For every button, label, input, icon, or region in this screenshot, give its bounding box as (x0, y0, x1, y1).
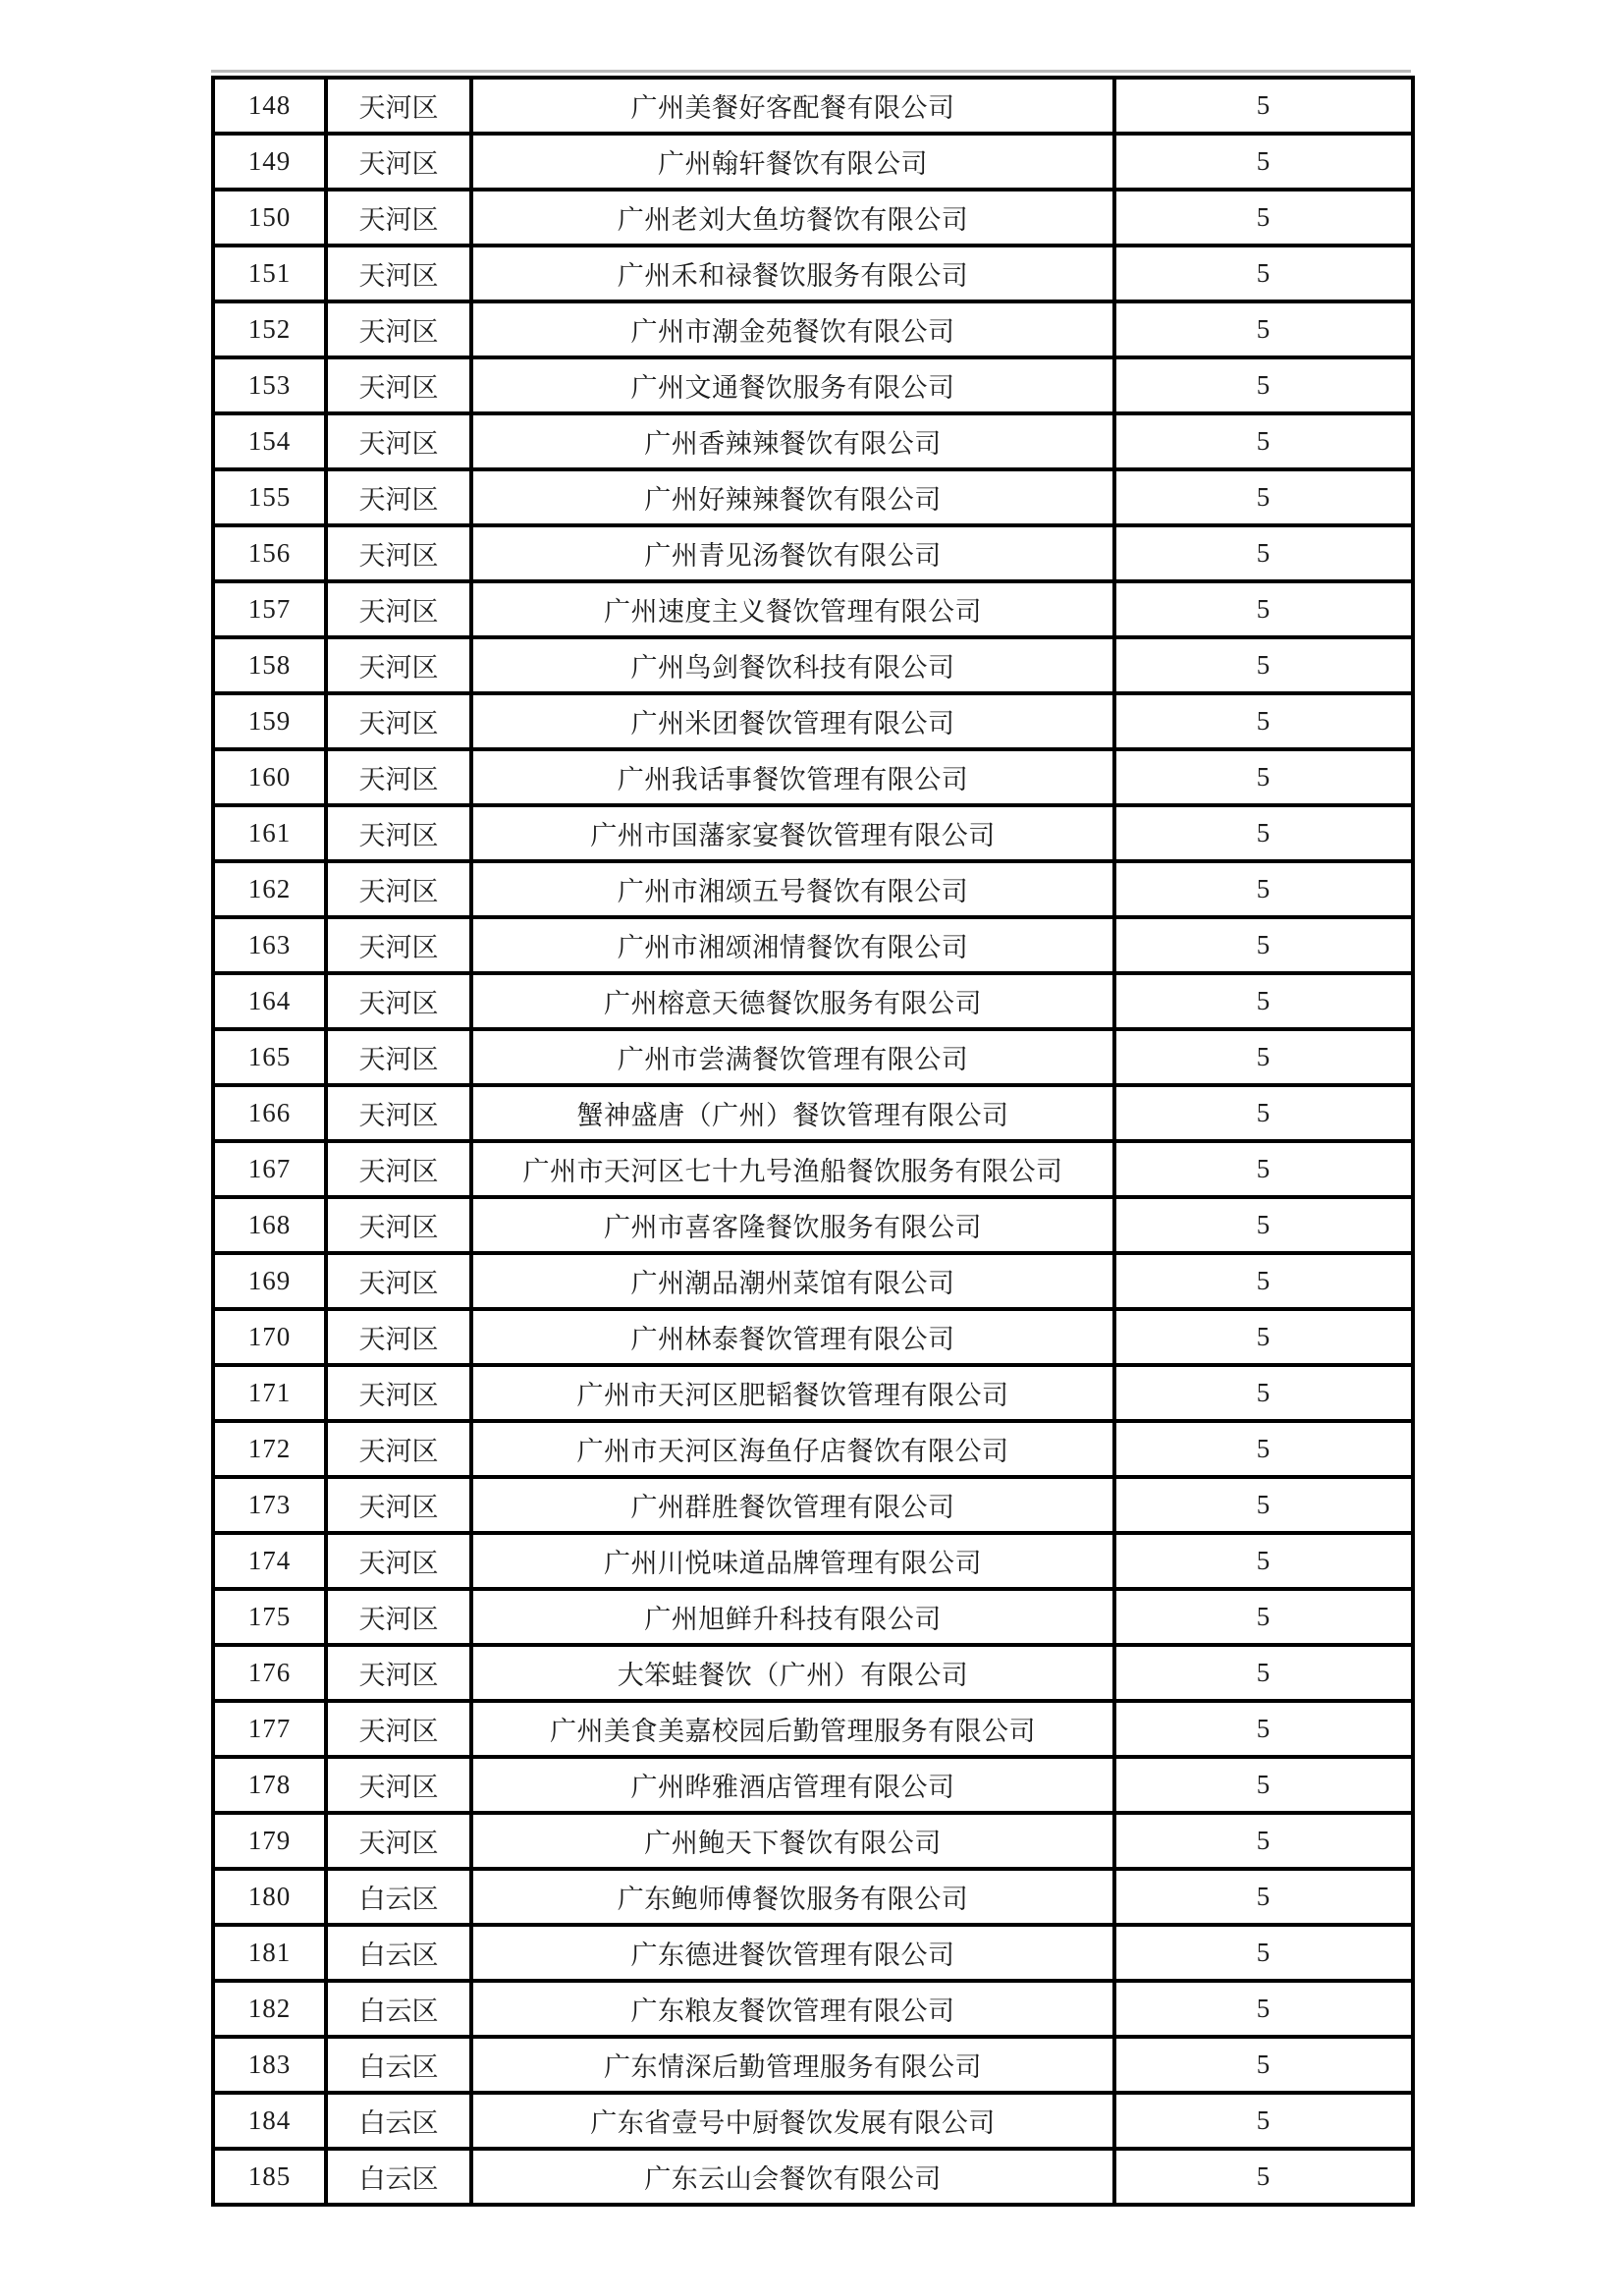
company-name-cell: 广州市湘颂五号餐饮有限公司 (471, 861, 1114, 917)
company-name-cell: 广州翰轩餐饮有限公司 (471, 134, 1114, 190)
district-cell: 天河区 (326, 246, 471, 301)
row-number-cell: 157 (213, 581, 326, 637)
district-cell: 天河区 (326, 525, 471, 581)
district-cell: 天河区 (326, 1309, 471, 1365)
table-row (213, 1813, 1413, 1869)
row-number-cell: 184 (213, 2093, 326, 2149)
company-name-cell: 广州文通餐饮服务有限公司 (471, 357, 1114, 413)
score-cell: 5 (1114, 1253, 1413, 1309)
row-number-cell: 149 (213, 134, 326, 190)
row-number-cell: 161 (213, 805, 326, 861)
row-number-cell: 152 (213, 301, 326, 357)
table-row (213, 1309, 1413, 1365)
score-cell: 5 (1114, 1085, 1413, 1141)
row-number-cell: 162 (213, 861, 326, 917)
row-number-cell: 170 (213, 1309, 326, 1365)
row-number-cell: 181 (213, 1925, 326, 1981)
table-row (213, 917, 1413, 973)
score-cell: 5 (1114, 301, 1413, 357)
table-row (213, 1365, 1413, 1421)
district-cell: 天河区 (326, 861, 471, 917)
score-cell: 5 (1114, 1141, 1413, 1197)
score-cell: 5 (1114, 1701, 1413, 1757)
score-cell: 5 (1114, 1477, 1413, 1533)
row-number-cell: 172 (213, 1421, 326, 1477)
district-cell: 天河区 (326, 637, 471, 693)
district-cell: 天河区 (326, 1757, 471, 1813)
table-row (213, 1477, 1413, 1533)
district-cell: 天河区 (326, 1085, 471, 1141)
score-cell: 5 (1114, 2149, 1413, 2205)
district-cell: 白云区 (326, 2149, 471, 2205)
score-cell: 5 (1114, 861, 1413, 917)
row-number-cell: 163 (213, 917, 326, 973)
table-row (213, 1589, 1413, 1645)
district-cell: 白云区 (326, 1925, 471, 1981)
row-number-cell: 159 (213, 693, 326, 749)
table-row (213, 1421, 1413, 1477)
table-row (213, 693, 1413, 749)
table-row (213, 581, 1413, 637)
company-name-cell: 广州我话事餐饮管理有限公司 (471, 749, 1114, 805)
score-cell: 5 (1114, 973, 1413, 1029)
table-row (213, 1981, 1413, 2037)
table-row (213, 861, 1413, 917)
company-name-cell: 广州香辣辣餐饮有限公司 (471, 413, 1114, 469)
company-name-cell: 广州榕意天德餐饮服务有限公司 (471, 973, 1114, 1029)
district-cell: 天河区 (326, 1813, 471, 1869)
company-name-cell: 广州禾和禄餐饮服务有限公司 (471, 246, 1114, 301)
table-row (213, 973, 1413, 1029)
table-row (213, 134, 1413, 190)
row-number-cell: 158 (213, 637, 326, 693)
district-cell: 天河区 (326, 693, 471, 749)
company-name-cell: 广州晔雅酒店管理有限公司 (471, 1757, 1114, 1813)
company-name-cell: 广州青见汤餐饮有限公司 (471, 525, 1114, 581)
company-name-cell: 大笨蛙餐饮（广州）有限公司 (471, 1645, 1114, 1701)
score-cell: 5 (1114, 2037, 1413, 2093)
table-row (213, 1085, 1413, 1141)
table-row (213, 78, 1413, 134)
district-cell: 天河区 (326, 78, 471, 134)
score-cell: 5 (1114, 1813, 1413, 1869)
company-name-cell: 广东情深后勤管理服务有限公司 (471, 2037, 1114, 2093)
score-cell: 5 (1114, 1869, 1413, 1925)
score-cell: 5 (1114, 469, 1413, 525)
score-cell: 5 (1114, 1533, 1413, 1589)
row-number-cell: 151 (213, 246, 326, 301)
company-name-cell: 广州市天河区海鱼仔店餐饮有限公司 (471, 1421, 1114, 1477)
score-cell: 5 (1114, 525, 1413, 581)
table-row (213, 2093, 1413, 2149)
row-number-cell: 166 (213, 1085, 326, 1141)
company-name-cell: 广州老刘大鱼坊餐饮有限公司 (471, 190, 1114, 246)
district-cell: 天河区 (326, 1253, 471, 1309)
district-cell: 天河区 (326, 134, 471, 190)
district-cell: 天河区 (326, 973, 471, 1029)
company-name-cell: 广州川悦味道品牌管理有限公司 (471, 1533, 1114, 1589)
company-name-cell: 广东省壹号中厨餐饮发展有限公司 (471, 2093, 1114, 2149)
company-name-cell: 蟹神盛唐（广州）餐饮管理有限公司 (471, 1085, 1114, 1141)
district-cell: 白云区 (326, 2093, 471, 2149)
row-number-cell: 168 (213, 1197, 326, 1253)
company-name-cell: 广州速度主义餐饮管理有限公司 (471, 581, 1114, 637)
company-name-cell: 广州市国藩家宴餐饮管理有限公司 (471, 805, 1114, 861)
company-name-cell: 广东德进餐饮管理有限公司 (471, 1925, 1114, 1981)
score-cell: 5 (1114, 134, 1413, 190)
district-cell: 天河区 (326, 749, 471, 805)
table-row (213, 469, 1413, 525)
company-score-table (211, 76, 1415, 2207)
row-number-cell: 183 (213, 2037, 326, 2093)
score-cell: 5 (1114, 1421, 1413, 1477)
company-name-cell: 广州市天河区七十九号渔船餐饮服务有限公司 (471, 1141, 1114, 1197)
row-number-cell: 180 (213, 1869, 326, 1925)
table-row (213, 2149, 1413, 2205)
table-row (213, 1925, 1413, 1981)
row-number-cell: 164 (213, 973, 326, 1029)
score-cell: 5 (1114, 1757, 1413, 1813)
company-name-cell: 广东鲍师傅餐饮服务有限公司 (471, 1869, 1114, 1925)
row-number-cell: 148 (213, 78, 326, 134)
company-name-cell: 广州鲍天下餐饮有限公司 (471, 1813, 1114, 1869)
company-name-cell: 广州市喜客隆餐饮服务有限公司 (471, 1197, 1114, 1253)
row-number-cell: 182 (213, 1981, 326, 2037)
table-row (213, 1533, 1413, 1589)
score-cell: 5 (1114, 1645, 1413, 1701)
score-cell: 5 (1114, 190, 1413, 246)
row-number-cell: 178 (213, 1757, 326, 1813)
district-cell: 白云区 (326, 2037, 471, 2093)
district-cell: 天河区 (326, 1421, 471, 1477)
district-cell: 天河区 (326, 581, 471, 637)
row-number-cell: 175 (213, 1589, 326, 1645)
district-cell: 白云区 (326, 1869, 471, 1925)
company-name-cell: 广州群胜餐饮管理有限公司 (471, 1477, 1114, 1533)
table-row (213, 525, 1413, 581)
score-cell: 5 (1114, 1309, 1413, 1365)
table-row (213, 246, 1413, 301)
row-number-cell: 169 (213, 1253, 326, 1309)
company-name-cell: 广州旭鲜升科技有限公司 (471, 1589, 1114, 1645)
district-cell: 天河区 (326, 1477, 471, 1533)
row-number-cell: 174 (213, 1533, 326, 1589)
score-cell: 5 (1114, 581, 1413, 637)
table-row (213, 1757, 1413, 1813)
row-number-cell: 171 (213, 1365, 326, 1421)
table-row (213, 1645, 1413, 1701)
row-number-cell: 173 (213, 1477, 326, 1533)
table-row (213, 1197, 1413, 1253)
score-cell: 5 (1114, 637, 1413, 693)
table-row (213, 1869, 1413, 1925)
table-row (213, 1141, 1413, 1197)
score-cell: 5 (1114, 1925, 1413, 1981)
company-name-cell: 广州市湘颂湘情餐饮有限公司 (471, 917, 1114, 973)
district-cell: 天河区 (326, 190, 471, 246)
score-cell: 5 (1114, 917, 1413, 973)
company-name-cell: 广州市尝满餐饮管理有限公司 (471, 1029, 1114, 1085)
score-cell: 5 (1114, 1029, 1413, 1085)
row-number-cell: 160 (213, 749, 326, 805)
row-number-cell: 167 (213, 1141, 326, 1197)
page-break-border-remnant (211, 70, 1411, 73)
table-row (213, 357, 1413, 413)
table-row (213, 1701, 1413, 1757)
district-cell: 天河区 (326, 1029, 471, 1085)
score-cell: 5 (1114, 2093, 1413, 2149)
district-cell: 天河区 (326, 1365, 471, 1421)
row-number-cell: 165 (213, 1029, 326, 1085)
score-cell: 5 (1114, 1365, 1413, 1421)
district-cell: 天河区 (326, 1589, 471, 1645)
table-row (213, 805, 1413, 861)
company-name-cell: 广州米团餐饮管理有限公司 (471, 693, 1114, 749)
table-row (213, 637, 1413, 693)
table-row (213, 2037, 1413, 2093)
row-number-cell: 155 (213, 469, 326, 525)
score-cell: 5 (1114, 693, 1413, 749)
row-number-cell: 150 (213, 190, 326, 246)
district-cell: 天河区 (326, 1533, 471, 1589)
table-row (213, 413, 1413, 469)
district-cell: 天河区 (326, 917, 471, 973)
district-cell: 天河区 (326, 1701, 471, 1757)
company-name-cell: 广东粮友餐饮管理有限公司 (471, 1981, 1114, 2037)
district-cell: 天河区 (326, 357, 471, 413)
score-cell: 5 (1114, 749, 1413, 805)
table-row (213, 1253, 1413, 1309)
table-row (213, 301, 1413, 357)
score-cell: 5 (1114, 78, 1413, 134)
district-cell: 天河区 (326, 1645, 471, 1701)
table-body (213, 78, 1413, 2205)
row-number-cell: 154 (213, 413, 326, 469)
row-number-cell: 185 (213, 2149, 326, 2205)
company-name-cell: 广州鸟剑餐饮科技有限公司 (471, 637, 1114, 693)
district-cell: 天河区 (326, 469, 471, 525)
score-cell: 5 (1114, 1589, 1413, 1645)
district-cell: 天河区 (326, 1141, 471, 1197)
district-cell: 天河区 (326, 413, 471, 469)
district-cell: 天河区 (326, 301, 471, 357)
row-number-cell: 156 (213, 525, 326, 581)
company-name-cell: 广州林泰餐饮管理有限公司 (471, 1309, 1114, 1365)
company-name-cell: 广东云山会餐饮有限公司 (471, 2149, 1114, 2205)
company-name-cell: 广州美餐好客配餐有限公司 (471, 78, 1114, 134)
score-cell: 5 (1114, 246, 1413, 301)
row-number-cell: 179 (213, 1813, 326, 1869)
score-cell: 5 (1114, 413, 1413, 469)
row-number-cell: 153 (213, 357, 326, 413)
company-name-cell: 广州美食美嘉校园后勤管理服务有限公司 (471, 1701, 1114, 1757)
score-cell: 5 (1114, 805, 1413, 861)
company-name-cell: 广州市潮金苑餐饮有限公司 (471, 301, 1114, 357)
row-number-cell: 177 (213, 1701, 326, 1757)
company-name-cell: 广州好辣辣餐饮有限公司 (471, 469, 1114, 525)
company-name-cell: 广州潮品潮州菜馆有限公司 (471, 1253, 1114, 1309)
table-row (213, 190, 1413, 246)
district-cell: 天河区 (326, 1197, 471, 1253)
district-cell: 白云区 (326, 1981, 471, 2037)
score-cell: 5 (1114, 1981, 1413, 2037)
row-number-cell: 176 (213, 1645, 326, 1701)
table-row (213, 1029, 1413, 1085)
company-name-cell: 广州市天河区肥韬餐饮管理有限公司 (471, 1365, 1114, 1421)
district-cell: 天河区 (326, 805, 471, 861)
score-cell: 5 (1114, 1197, 1413, 1253)
table-row (213, 749, 1413, 805)
score-cell: 5 (1114, 357, 1413, 413)
